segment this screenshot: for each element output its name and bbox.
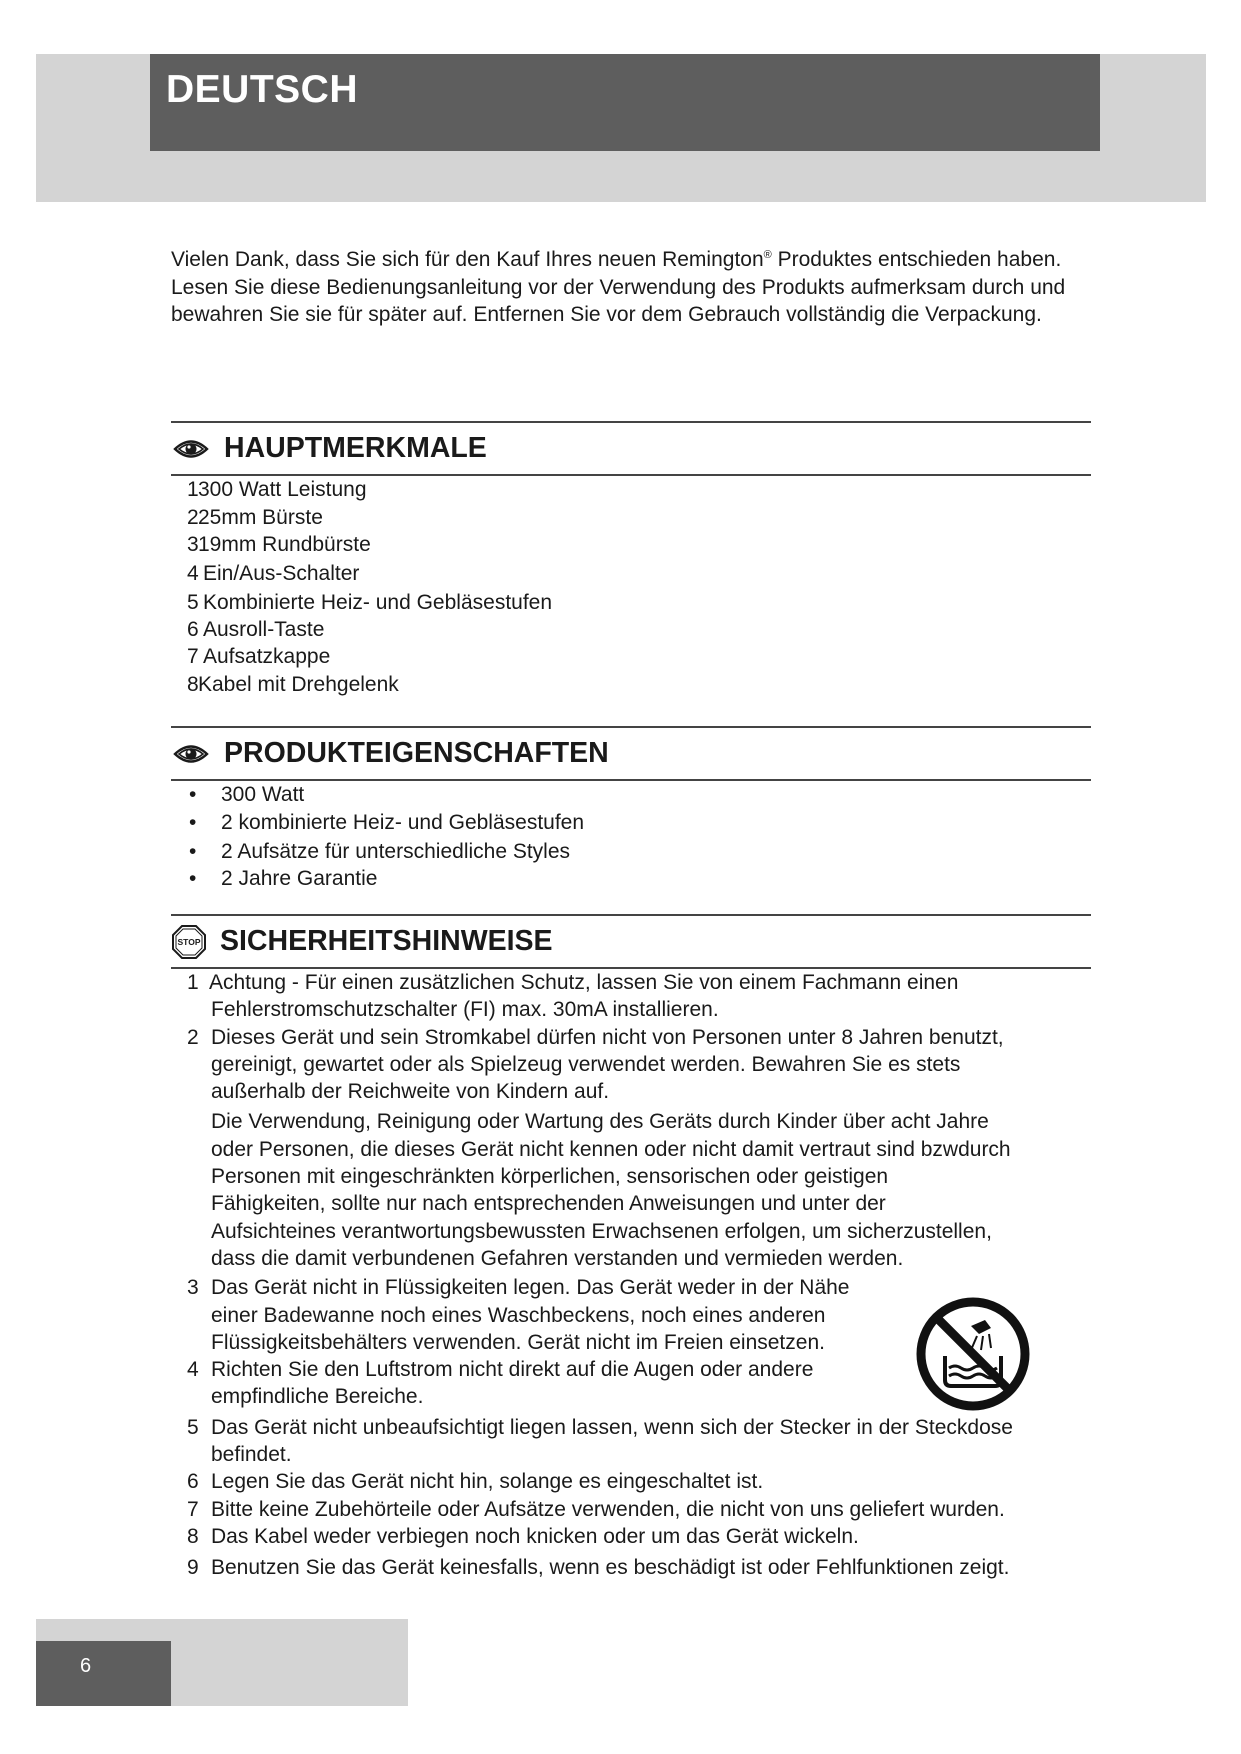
page-number: 6 [80, 1655, 92, 1677]
item-line: Das Gerät nicht in Flüssigkeiten legen. Das Gerät weder in der Nähe [211, 1276, 850, 1300]
feature-item [171, 671, 1091, 699]
feature-item [171, 616, 1091, 643]
item-text: Kombinierte Heiz- und Gebläsestufen [203, 591, 553, 614]
safety-item [171, 1108, 1091, 1272]
bullet-point: • [189, 867, 197, 890]
item-line: Aufsichteines verantwortungsbewussten Erwachsenen erfolgen, um sicherzustellen, [211, 1219, 992, 1243]
item-number: 2 [187, 1025, 199, 1049]
safety-item [171, 969, 1091, 1024]
item-line: Bitte keine Zubehörteile oder Aufsätze verwenden, die nicht von uns geliefert wurden. [211, 1497, 1005, 1521]
intro-instructions: Lesen Sie diese Bedienungsanleitung vor der Verwendung des Produkts aufmerksam durch und bewahren Sie sie für später auf. Entfernen Sie vor dem Gebrauch vollständig die Verpackung. [171, 275, 1066, 326]
item-line: Personen mit eingeschränkten körperlichen, sensorischen oder geistigen [211, 1165, 889, 1189]
item-text [211, 1108, 1091, 1272]
item-number: 9 [187, 1556, 199, 1580]
item-number: 3 [187, 533, 199, 556]
property-list [171, 781, 1091, 892]
item-line: Dieses Gerät und sein Stromkabel dürfen nicht von Personen unter 8 Jahren benutzt, [211, 1025, 1004, 1049]
section-header [171, 728, 1091, 779]
property-item [171, 838, 1091, 865]
item-text: Kabel mit Drehgelenk [198, 673, 399, 696]
safety-item [171, 1523, 1091, 1550]
item-text: 19mm Rundbürste [198, 533, 371, 556]
section-hauptmerkmale [171, 421, 1091, 699]
item-text: 300 Watt [221, 783, 305, 806]
section-title: SICHERHEITSHINWEISE [220, 925, 553, 957]
item-line: außerhalb der Reichweite von Kindern auf. [211, 1080, 610, 1104]
item-text [211, 1468, 1091, 1495]
item-text: 2 Jahre Garantie [221, 867, 378, 890]
bullet-point: • [189, 840, 197, 863]
item-text: 25mm Bürste [198, 506, 323, 529]
item-number: 7 [187, 1497, 199, 1521]
item-text: Aufsatzkappe [203, 645, 331, 668]
intro-text [171, 246, 1091, 329]
item-number: 8 [187, 673, 199, 696]
feature-item [171, 476, 1091, 504]
no-water-usage-icon [915, 1296, 1031, 1412]
item-line: gereinigt, gewartet oder als Spielzeug verwendet werden. Bewahren Sie es stets [211, 1052, 961, 1076]
eye-icon [173, 742, 209, 766]
section-title: PRODUKTEIGENSCHAFTEN [224, 737, 609, 769]
stop-sign-icon [171, 924, 207, 960]
section-header [171, 423, 1091, 474]
item-line: Das Gerät nicht unbeaufsichtigt liegen lassen, wenn sich der Stecker in der Steckdose [211, 1415, 1013, 1439]
safety-item [171, 1024, 1091, 1106]
item-line: Richten Sie den Luftstrom nicht direkt auf die Augen oder andere [211, 1358, 814, 1382]
stop-sign-label: STOP [177, 936, 201, 947]
property-item [171, 808, 1091, 838]
feature-list [171, 476, 1091, 699]
item-line: Die Verwendung, Reinigung oder Wartung des Geräts durch Kinder über acht Jahre [211, 1110, 989, 1134]
bullet-point: • [189, 811, 197, 834]
header-title-box [150, 54, 1100, 151]
property-item [171, 781, 1091, 808]
item-line: Fehlerstromschutzschalter (FI) max. 30mA installieren. [211, 998, 719, 1022]
section-sicherheitshinweise [171, 914, 1091, 1582]
safety-item [171, 1496, 1091, 1523]
intro-thanks: Vielen Dank, dass Sie sich für den Kauf Ihres neuen Remington® Produktes entschieden haben. [171, 248, 1062, 271]
item-line: Fähigkeiten, sollte nur nach entsprechenden Anweisungen und unter der [211, 1192, 886, 1216]
property-item [171, 865, 1091, 892]
item-number: 4 [187, 562, 199, 585]
section-title: HAUPTMERKMALE [224, 432, 487, 464]
item-text [211, 1414, 1091, 1469]
feature-item [171, 558, 1091, 589]
item-number: 7 [187, 645, 199, 668]
item-line: Legen Sie das Gerät nicht hin, solange es eingeschaltet ist. [211, 1470, 764, 1494]
safety-item [171, 1414, 1091, 1469]
item-text: 300 Watt Leistung [198, 478, 367, 501]
item-number: 6 [187, 1470, 199, 1494]
item-number: 8 [187, 1524, 199, 1548]
item-line: Das Kabel weder verbiegen noch knicken oder um das Gerät wickeln. [211, 1524, 859, 1548]
section-header [171, 916, 1091, 967]
eye-icon [173, 437, 209, 461]
item-text [211, 1496, 1091, 1523]
item-number: 6 [187, 618, 199, 641]
item-line: einer Badewanne noch eines Waschbeckens, noch eines anderen [211, 1303, 826, 1327]
item-line: empfindliche Bereiche. [211, 1385, 424, 1409]
item-line: Benutzen Sie das Gerät keinesfalls, wenn es beschädigt ist oder Fehlfunktionen zeigt. [211, 1556, 1010, 1580]
safety-item [171, 1554, 1091, 1581]
language-title: DEUTSCH [166, 68, 359, 111]
item-text [211, 969, 1091, 1024]
feature-item [171, 531, 1091, 558]
bullet-point: • [189, 783, 197, 806]
item-number: 1 [187, 971, 199, 994]
feature-item [171, 504, 1091, 531]
item-text [211, 1523, 1091, 1550]
item-number: 2 [187, 506, 199, 529]
item-number: 4 [187, 1358, 199, 1382]
item-line: oder Personen, die dieses Gerät nicht kennen oder nicht damit vertraut sind bzwdurch [211, 1137, 1011, 1161]
item-number: 5 [187, 1415, 199, 1439]
item-number: 1 [187, 478, 199, 501]
feature-item [171, 589, 1091, 616]
safety-item [171, 1468, 1091, 1495]
item-text: 2 kombinierte Heiz- und Gebläsestufen [221, 811, 585, 834]
item-text [211, 1554, 1091, 1581]
registered-trademark: ® [763, 249, 772, 261]
item-number: 3 [187, 1276, 199, 1300]
safety-list [171, 969, 1091, 1582]
page-number-box [36, 1641, 171, 1706]
item-line: dass die damit verbundenen Gefahren verstanden und vermieden werden. [211, 1246, 904, 1270]
item-text: 2 Aufsätze für unterschiedliche Styles [221, 840, 571, 863]
item-text: Ausroll-Taste [203, 618, 325, 641]
item-text: Ein/Aus-Schalter [203, 562, 360, 585]
item-line: Flüssigkeitsbehälters verwenden. Gerät nicht im Freien einsetzen. [211, 1330, 825, 1354]
item-line: befindet. [211, 1443, 292, 1467]
item-line: Achtung - Für einen zusätzlichen Schutz, lassen Sie von einem Fachmann einen [209, 971, 959, 994]
item-number: 5 [187, 591, 199, 614]
section-produkteigenschaften [171, 726, 1091, 892]
item-text [211, 1024, 1091, 1106]
feature-item [171, 643, 1091, 671]
